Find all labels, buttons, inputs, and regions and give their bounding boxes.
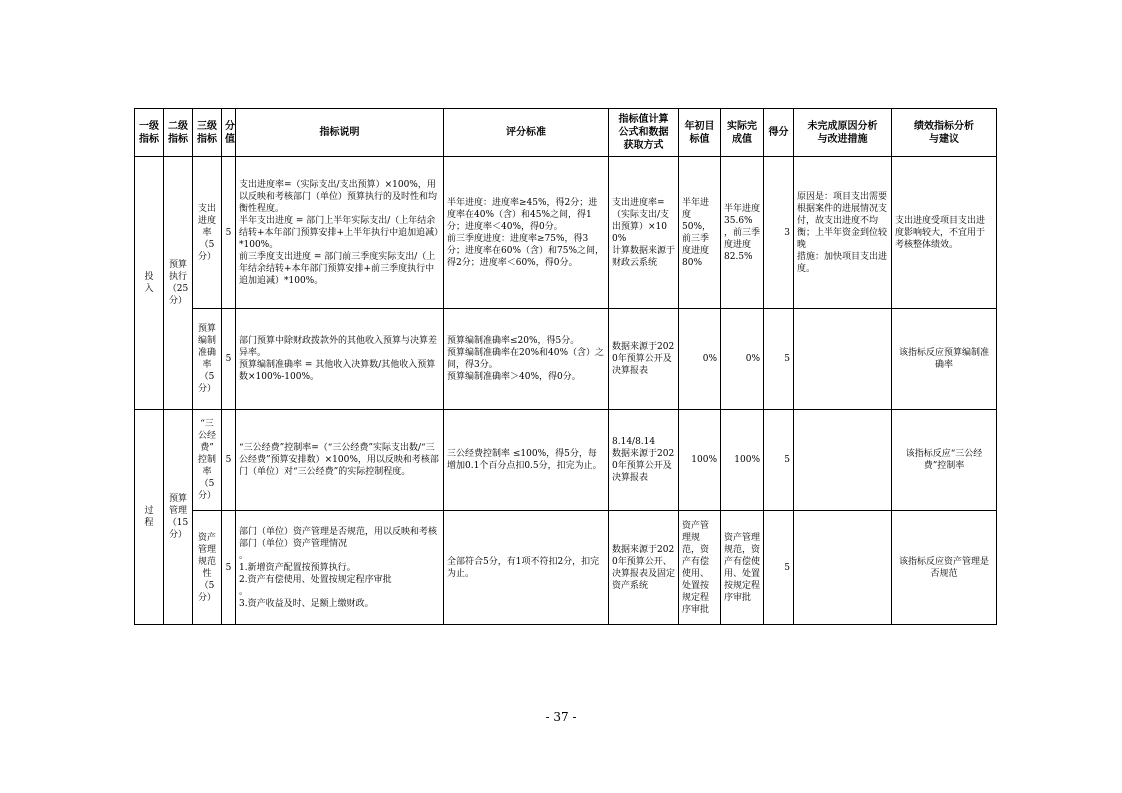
- score-value-cell: 5: [222, 511, 236, 625]
- header-suggestion: 绩效指标分析 与建议: [892, 109, 997, 157]
- score-cell: 5: [764, 511, 794, 625]
- reason-cell: [794, 309, 892, 410]
- actual-cell: 资产管理规范，资产有偿使用、处置按规定程序审批: [721, 511, 764, 625]
- level3-cell: 支出 进度 率 （5 分）: [193, 157, 222, 309]
- score-cell: 3: [764, 157, 794, 309]
- description-cell: 部门预算中除财政拨款外的其他收入预算与决算差异率。 预算编制准确率 = 其他收入决算数/其他收入预算数×100%-100%。: [236, 309, 444, 410]
- performance-table: [134, 108, 997, 625]
- actual-cell: 0%: [721, 309, 764, 410]
- reason-cell: [794, 410, 892, 511]
- header-level2: 二级 指标: [164, 109, 193, 157]
- suggestion-cell: 支出进度受项目支出进度影响较大，不宜用于考核整体绩效。: [892, 157, 997, 309]
- page-number: - 37 -: [545, 710, 577, 724]
- criteria-cell: 全部符合5分，有1项不符扣2分，扣完为止。: [444, 511, 609, 625]
- level2-budget-management: 预算 管理 （15 分）: [164, 410, 193, 625]
- header-level3: 三级 指标: [193, 109, 222, 157]
- header-formula: 指标值计算 公式和数据 获取方式: [609, 109, 679, 157]
- target-cell: 0%: [679, 309, 721, 410]
- actual-cell: 100%: [721, 410, 764, 511]
- formula-cell: 数据来源于2020年预算公开及决算报表: [609, 309, 679, 410]
- actual-cell: 半年进度 35.6% ，前三季度进度 82.5%: [721, 157, 764, 309]
- table-row: [135, 410, 997, 511]
- table-row: [135, 309, 997, 410]
- header-row: [135, 109, 997, 157]
- score-value-cell: 5: [222, 157, 236, 309]
- header-actual: 实际完 成值: [721, 109, 764, 157]
- header-score: 得分: [764, 109, 794, 157]
- level1-process: 过 程: [135, 410, 164, 625]
- score-cell: 5: [764, 309, 794, 410]
- header-criteria: 评分标准: [444, 109, 609, 157]
- formula-cell: 数据来源于2020年预算公开、决算报表及固定资产系统: [609, 511, 679, 625]
- header-reason: 未完成原因分析 与改进措施: [794, 109, 892, 157]
- target-cell: 100%: [679, 410, 721, 511]
- score-value-cell: 5: [222, 410, 236, 511]
- table-row: [135, 511, 997, 625]
- table-row: [135, 157, 997, 309]
- header-level1: 一级 指标: [135, 109, 164, 157]
- suggestion-cell: 该指标反应“三公经费”控制率: [892, 410, 997, 511]
- formula-cell: 支出进度率=（实际支出/支出预算）×100% 计算数据来源于财政云系统: [609, 157, 679, 309]
- criteria-cell: 半年进度：进度率≥45%，得2分；进度率在40%（含）和45%之间，得1分；进度率＜40%，得0分。 前三季度进度：进度率≥75%，得3分；进度率在60%（含）和75%之间，得2分；进度率＜60%，得0分。: [444, 157, 609, 309]
- description-cell: “三公经费”控制率=（“三公经费”实际支出数/“三公经费”预算安排数）×100%，用以反映和考核部门（单位）对“三公经费”的实际控制程度。: [236, 410, 444, 511]
- level3-cell: 资产 管理 规范 性 （5 分）: [193, 511, 222, 625]
- target-cell: 资产管理规范，资产有偿使用、处置按规定程序审批: [679, 511, 721, 625]
- description-cell: 支出进度率=（实际支出/支出预算）×100%，用以反映和考核部门（单位）预算执行的及时性和均衡性程度。 半年支出进度 = 部门上半年实际支出/（上年结余结转+本年部门预算安排+上半年执行中追加追减）*100%。 前三季度支出进度 = 部门前三季度实际支出/（上年结余结转+本年部门预算安排+前三季度执行中追加追减）*100%。: [236, 157, 444, 309]
- score-value-cell: 5: [222, 309, 236, 410]
- formula-cell: 8.14/8.14 数据来源于2020年预算公开及决算报表: [609, 410, 679, 511]
- header-description: 指标说明: [236, 109, 444, 157]
- header-score-value: 分 值: [222, 109, 236, 157]
- suggestion-cell: 该指标反应资产管理是否规范: [892, 511, 997, 625]
- level2-budget-execution: 预算 执行 （25 分）: [164, 157, 193, 410]
- level3-cell: 预算 编制 准确 率 （5 分）: [193, 309, 222, 410]
- description-cell: 部门（单位）资产管理是否规范，用以反映和考核部门（单位）资产管理情况 。 1.新增资产配置按预算执行。 2.资产有偿使用、处置按规定程序审批 。 3.资产收益及时、足额上缴财政。: [236, 511, 444, 625]
- header-target: 年初目 标值: [679, 109, 721, 157]
- suggestion-cell: 该指标反应预算编制准确率: [892, 309, 997, 410]
- target-cell: 半年进度 50%， 前三季度进度 80%: [679, 157, 721, 309]
- score-cell: 5: [764, 410, 794, 511]
- criteria-cell: 预算编制准确率≤20%，得5分。 预算编制准确率在20%和40%（含）之间，得3分。 预算编制准确率＞40%，得0分。: [444, 309, 609, 410]
- level1-input: 投 入: [135, 157, 164, 410]
- reason-cell: 原因是：项目支出需要根据案件的进展情况支付，故支出进度不均衡；上半年资金到位较晚 措施：加快项目支出进度。: [794, 157, 892, 309]
- criteria-cell: 三公经费控制率 ≤100%，得5分，每增加0.1个百分点扣0.5分，扣完为止。: [444, 410, 609, 511]
- level3-cell: “三 公经 费” 控制 率 （5 分）: [193, 410, 222, 511]
- reason-cell: [794, 511, 892, 625]
